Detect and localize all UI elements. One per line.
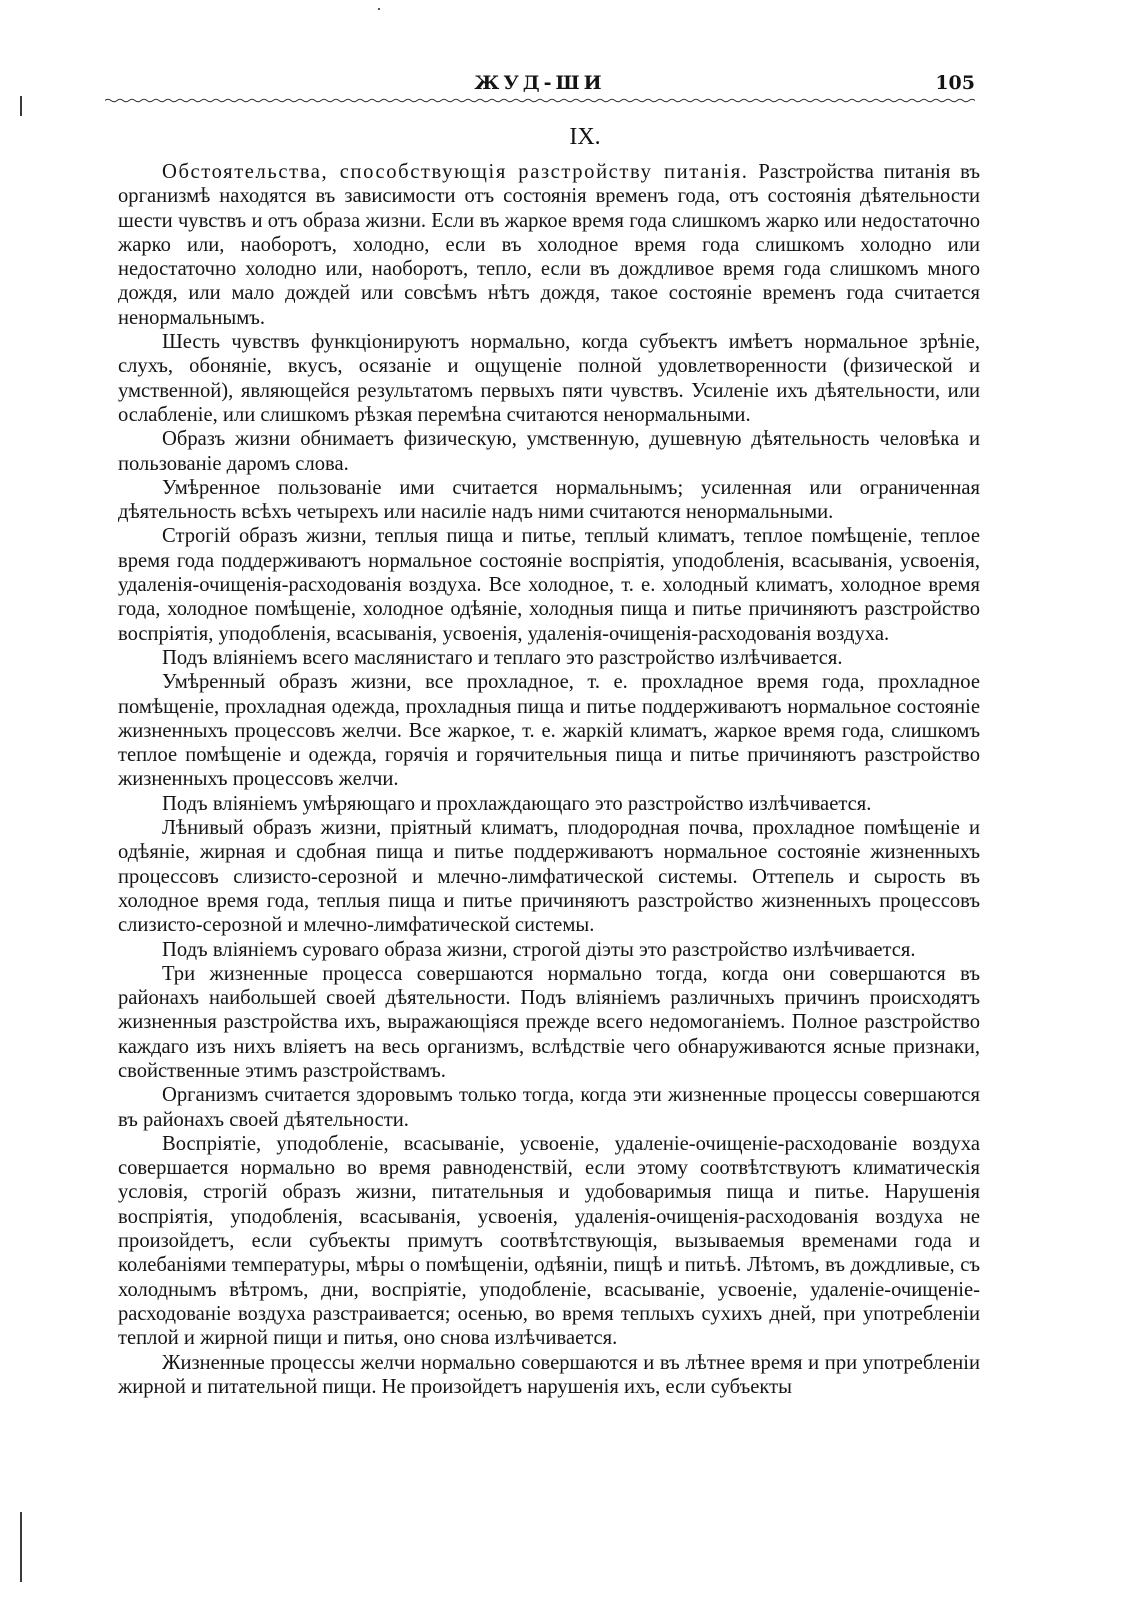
paragraph: Три жизненные процесса совершаются нормально тогда, когда они совершаются въ районахъ наибольшей своей дѣятельности. Подъ вліяніемъ различныхъ причинъ происходятъ жизненныя разстройства ихъ, выражающіяся прежде всего недомоганіемъ. Полное разстройство каждаго изъ нихъ вліяетъ на весь организмъ, вслѣдствіе чего обнаруживаются ясные признаки, свойственные этимъ разстройствамъ.	[118, 962, 980, 1082]
paragraph-lead-heading: Обстоятельства, способствующія разстройству питанія.	[162, 161, 749, 183]
scan-edge-mark-top	[20, 96, 22, 116]
running-head-title: ЖУД-ШИ	[474, 72, 606, 94]
chapter-number: IX.	[569, 124, 601, 150]
paragraph: Шесть чувствъ функціонируютъ нормально, когда субъектъ имѣетъ нормальное зрѣніе, слухъ, обоняніе, вкусъ, осязаніе и ощущеніе полной удовлетворенности (физической и умственной), являющейся результатомъ первыхъ пяти чувствъ. Усиленіе ихъ дѣятельности, или ослабленіе, или слишкомъ рѣзкая перемѣна считаются ненормальными.	[118, 331, 980, 426]
paragraph: Жизненные процессы желчи нормально совершаются и въ лѣтнее время и при употребленіи жирной и питательной пищи. Не произойдетъ нарушенія ихъ, если субъекты	[118, 1351, 980, 1398]
paragraph: Умѣренное пользованіе ими считается нормальнымъ; усиленная или ограниченная дѣятельность всѣхъ четырехъ или насиліе надъ ними считаются ненормальными.	[118, 476, 980, 524]
paragraph: Лѣнивый образъ жизни, пріятный климатъ, плодородная почва, прохладное помѣщеніе и одѣяніе, жирная и сдобная пища и питье поддерживаютъ нормальное состояніе жизненныхъ процессовъ слизисто-серозной и млечно-лимфатической системы. Оттепель и сырость въ холодное время года, теплыя пища и питье причиняютъ разстройство жизненныхъ процессовъ слизисто-серозной и млечно-лимфатической системы.	[118, 817, 980, 937]
paragraph: Подъ вліяніемъ суроваго образа жизни, строгой діэты это разстройство излѣчивается.	[162, 938, 916, 961]
paragraph: Строгій образъ жизни, теплыя пища и питье, теплый климатъ, теплое помѣщеніе, теплое время года поддерживаютъ нормальное состояніе воспріятія, уподобленія, всасыванія, усвоенія, удаленія-очищенія-расходованія воздуха. Все холодное, т. е. холодный климатъ, холодное время года, холодное помѣщеніе, холодное одѣяніе, холодныя пища и питье причиняютъ разстройство воспріятія, уподобленія, всасыванія, усвоенія, удаленія-очищенія-расходованія воздуха.	[118, 525, 980, 645]
paragraph: Подъ вліяніемъ всего маслянистаго и теплаго это разстройство излѣчивается.	[162, 646, 843, 669]
paragraph-text: Разстройства питанія въ организмѣ находятся въ зависимости отъ состоянія временъ года, отъ состоянія дѣятельности шести чувствъ и отъ образа жизни. Если въ жаркое время года слишкомъ жарко или недостаточно жарко или, наоборотъ, холодно, если въ холодное время года слишкомъ холодно или недостаточно холодно или, наоборотъ, тепло, если въ дождливое время года слишкомъ много дождя, или мало дождей или совсѣмъ нѣтъ дождя, такое состояніе временъ года считается ненормальнымъ.	[118, 161, 980, 329]
page-number: 105	[935, 72, 975, 94]
paragraph: Образъ жизни обнимаетъ физическую, умственную, душевную дѣятельность человѣка и пользованіе даромъ слова.	[118, 428, 980, 475]
paragraph	[118, 160, 980, 330]
scan-speck	[378, 8, 380, 10]
scan-edge-mark-bottom	[20, 1512, 22, 1582]
paragraph: Организмъ считается здоровымъ только тогда, когда эти жизненные процессы совершаются въ районахъ своей дѣятельности.	[118, 1084, 980, 1131]
body-text	[118, 160, 980, 1399]
paragraph: Воспріятіе, уподобленіе, всасываніе, усвоеніе, удаленіе-очищеніе-расходованіе воздуха совершается нормально во время равноденствій, если этому соотвѣтствуютъ климатическія условія, строгій образъ жизни, питательныя и удобоваримыя пища и питье. Нарушенія воспріятія, уподобленія, всасыванія, усвоенія, удаленія-очищенія-расходованія воздуха не произойдетъ, если субъекты примутъ соотвѣтствующія, вызываемыя временами года и колебаніями температуры, мѣры о помѣщеніи, одѣяніи, пищѣ и питьѣ. Лѣтомъ, въ дождливые, съ холоднымъ вѣтромъ, дни, воспріятіе, уподобленіе, всасываніе, усвоеніе, удаленіе-очищеніе-расходованіе воздуха разстраивается; осенью, во время теплыхъ сухихъ дней, при употребленіи теплой и жирной пищи и питья, оно снова излѣчивается.	[118, 1132, 980, 1350]
paragraph: Умѣренный образъ жизни, все прохладное, т. е. прохладное время года, прохладное помѣщеніе, прохладная одежда, прохладныя пища и питье поддерживаютъ нормальное состояніе жизненныхъ процессовъ желчи. Все жаркое, т. е. жаркій климатъ, жаркое время года, слишкомъ теплое помѣщеніе и одежда, горячія и горячительныя пища и питье причиняютъ разстройство жизненныхъ процессовъ желчи.	[118, 671, 980, 791]
header-wavy-rule	[105, 98, 975, 103]
paragraph: Подъ вліяніемъ умѣряющаго и прохлаждающаго это разстройство излѣчивается.	[162, 792, 872, 815]
running-head	[105, 72, 975, 98]
